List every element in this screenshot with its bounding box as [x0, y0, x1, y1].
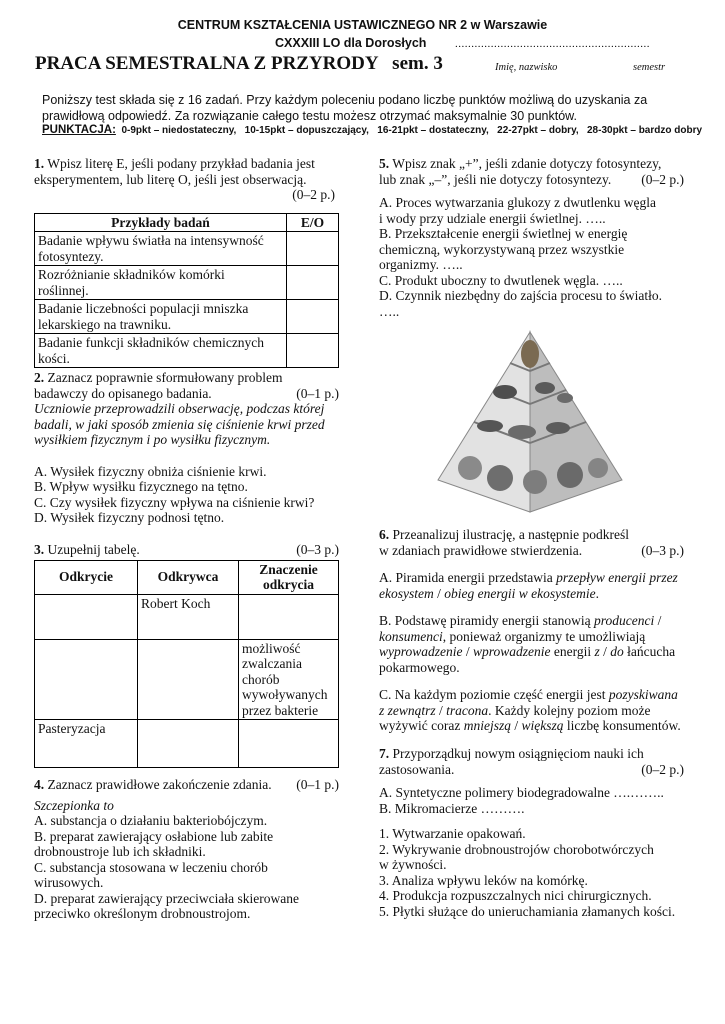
- question-5: [379, 156, 684, 319]
- q3-points: (0–3 p.): [296, 542, 339, 557]
- q1-answer-cell-1[interactable]: [287, 232, 339, 266]
- q3-col-discovery: Odkrycie: [35, 560, 138, 594]
- q6-a-choice-1[interactable]: przepływ energii przez: [556, 570, 678, 585]
- q5-number: 5.: [379, 156, 390, 171]
- q4-points: (0–1 p.): [296, 777, 339, 792]
- table-row: [35, 266, 339, 300]
- q3-cell-r1c3[interactable]: [239, 594, 339, 639]
- q2-option-b[interactable]: B. Wpływ wysiłku fizycznego na tętno.: [34, 479, 248, 494]
- q1-r3-l2: lekarskiego na trawniku.: [38, 316, 172, 332]
- q3-col-meaning-l2: odkrycia: [262, 577, 314, 592]
- q6-c-choice-1[interactable]: pozyskiwana: [608, 687, 678, 702]
- q6-number: 6.: [379, 527, 390, 542]
- q7-item-b[interactable]: B. Mikromacierze ……….: [379, 800, 525, 816]
- q5-line-2[interactable]: i wody przy udziale energii świetlnej. …..: [379, 210, 606, 226]
- q3-cell-r3c2[interactable]: [138, 720, 239, 768]
- q6-text-1: Przeanalizuj ilustrację, a następnie podkreśl: [392, 527, 630, 542]
- q4-option-a[interactable]: A. substancja o działaniu bakteriobójczym.: [34, 813, 268, 828]
- q3-cell-r2c2[interactable]: [138, 639, 239, 720]
- q4-option-c-cont: wirusowych.: [34, 875, 104, 890]
- q3-cell-r3c3[interactable]: [239, 720, 339, 768]
- q3-r2c3-l4: wywoływanych: [242, 687, 328, 702]
- question-2: [34, 370, 339, 526]
- q2-option-d[interactable]: D. Wysiłek fizyczny podnosi tętno.: [34, 510, 225, 525]
- q7-text-1: Przyporządkuj nowym osiągnięciom nauki ich: [392, 746, 644, 761]
- table-row: [35, 232, 339, 266]
- q6-c-text-3: wyżywić coraz: [379, 718, 464, 733]
- q5-line-6[interactable]: C. Produkt uboczny to dwutlenek węgla. …..: [379, 272, 623, 288]
- table-row: [35, 334, 339, 368]
- q7-text-2: zastosowania.: [379, 761, 455, 777]
- q1-r1-l1: Badanie wpływu światła na intensywność: [38, 233, 264, 248]
- q1-text-1: Wpisz literę E, jeśli podany przykład badania jest: [47, 156, 315, 171]
- q1-r4-l1: Badanie funkcji składników chemicznych: [38, 335, 265, 350]
- q6-b-text-2: , ponieważ organizmy te umożliwiają: [442, 628, 646, 644]
- q6-text-2: w zdaniach prawidłowe stwierdzenia.: [379, 542, 583, 558]
- q3-table: [34, 560, 339, 769]
- q2-number: 2.: [34, 370, 45, 385]
- q3-col-discoverer: Odkrywca: [138, 560, 239, 594]
- q5-line-3: B. Przekształcenie energii świetlnej w energię: [379, 226, 628, 241]
- q3-cell-r3c1: Pasteryzacja: [35, 720, 138, 768]
- table-row: [35, 639, 339, 720]
- q7-use-2-cont: w żywności.: [379, 857, 447, 872]
- q6-b-choice-3[interactable]: wyprowadzenie: [379, 644, 463, 659]
- q7-use-3: 3. Analiza wpływu leków na komórkę.: [379, 872, 588, 888]
- school-lo: CXXXIII LO dla Dorosłych: [275, 36, 427, 50]
- q6-c-text-1: C. Na każdym poziomie część energii jest: [379, 687, 609, 702]
- q2-option-c[interactable]: C. Czy wysiłek fizyczny wpływa na ciśnienie krwi?: [34, 494, 315, 510]
- q1-r3-l1: Badanie liczebności populacji mniszka: [38, 301, 249, 316]
- name-label: Imię, nazwisko: [495, 62, 558, 73]
- q3-cell-r2c3: [239, 639, 339, 720]
- q1-r2-l2: roślinnej.: [38, 282, 89, 298]
- page-title: PRACA SEMESTRALNA Z PRZYRODY sem. 3: [35, 53, 443, 74]
- energy-pyramid-illustration: [430, 330, 630, 515]
- q6-b-text-3: energii: [550, 644, 595, 659]
- q6-a-text: A. Piramida energii przedstawia: [379, 570, 557, 585]
- name-dots: ............................................................: [455, 38, 650, 50]
- q3-r2c3-l2: zwalczania: [242, 656, 302, 671]
- q2-text-2: badawczy do opisanego badania.: [34, 385, 212, 401]
- q6-c-choice-1-cont[interactable]: z zewnątrz: [379, 702, 436, 718]
- grading-label: PUNKTACJA:: [42, 124, 116, 136]
- q5-text-1: Wpisz znak „+”, jeśli zdanie dotyczy fotosyntezy,: [392, 156, 662, 171]
- table-row: [35, 594, 339, 639]
- q7-use-5: 5. Płytki służące do unieruchamiania złamanych kości.: [379, 903, 676, 919]
- q6-b-choice-4[interactable]: wprowadzenie: [473, 644, 551, 659]
- q5-line-8[interactable]: …..: [379, 303, 400, 319]
- q1-answer-cell-3[interactable]: [287, 300, 339, 334]
- q3-col-meaning-l1: Znaczenie: [259, 561, 318, 577]
- q3-cell-r2c1[interactable]: [35, 639, 138, 720]
- q3-number: 3.: [34, 542, 45, 557]
- question-7: [379, 746, 684, 919]
- q7-points: (0–2 p.): [641, 761, 684, 777]
- grading-scale: [42, 124, 702, 136]
- q2-option-a[interactable]: A. Wysiłek fizyczny obniża ciśnienie krwi.: [34, 463, 267, 479]
- q6-c-text-2: . Każdy kolejny poziom może: [488, 702, 651, 718]
- q3-r2c3-l5: przez bakterie: [242, 702, 319, 718]
- q1-text-2: eksperymentem, lub literę O, jeśli jest obserwacją.: [34, 171, 307, 187]
- q2-desc-1: Uczniowie przeprowadzili obserwację, podczas której: [34, 401, 325, 416]
- question-3: [34, 542, 339, 768]
- q6-b-text-5: pokarmowego.: [379, 659, 460, 675]
- q6-a-choice-2[interactable]: obieg energii w ekosystemie: [444, 585, 596, 601]
- q4-option-b-cont: drobnoustroje lub ich składniki.: [34, 844, 206, 859]
- q5-line-7: D. Czynnik niezbędny do zajścia procesu to światło.: [379, 288, 663, 303]
- q6-c-choice-4[interactable]: większą: [521, 718, 564, 733]
- question-4: [34, 777, 339, 922]
- q3-text: Uzupełnij tabelę.: [47, 542, 140, 557]
- q4-number: 4.: [34, 777, 45, 792]
- q5-line-5[interactable]: organizmy. …..: [379, 257, 463, 272]
- q1-points: (0–2 p.): [292, 187, 335, 202]
- q6-b-choice-5[interactable]: z: [594, 644, 600, 659]
- q4-option-d[interactable]: D. preparat zawierający przeciwciała skierowane: [34, 890, 299, 906]
- q1-table: [34, 213, 339, 369]
- q3-r2c3-l1: możliwość: [242, 640, 301, 656]
- q1-number: 1.: [34, 156, 45, 171]
- q3-cell-r1c2: Robert Koch: [138, 594, 239, 639]
- q6-a-choice-1-cont[interactable]: ekosystem: [379, 585, 434, 601]
- q2-desc-3: wysiłkiem fizycznym i po wysiłku fizycznym.: [34, 432, 271, 447]
- q1-r2-l1: Rozróżnianie składników komórki: [38, 267, 225, 282]
- q4-stem: Szczepionka to: [34, 797, 114, 813]
- q7-use-2: 2. Wykrywanie drobnoustrojów chorobotwórczych: [379, 841, 654, 857]
- q3-r2c3-l3: chorób: [242, 671, 280, 687]
- q1-answer-cell-2[interactable]: [287, 266, 339, 300]
- q3-cell-r1c1[interactable]: [35, 594, 138, 639]
- q5-line-4: chemiczną, wykorzystywaną przez wszystkie: [379, 241, 625, 257]
- school-name: CENTRUM KSZTAŁCENIA USTAWICZNEGO NR 2 w Warszawie: [177, 18, 548, 32]
- q7-use-4: 4. Produkcja rozpuszczalnych nici chirurgicznych.: [379, 888, 652, 903]
- q6-a-sep: /: [433, 585, 445, 601]
- q4-option-d-cont: przeciwko określonym drobnoustrojom.: [34, 906, 251, 921]
- q6-c-text-4: liczbę konsumentów.: [563, 718, 681, 733]
- q4-text: Zaznacz prawidłowe zakończenie zdania.: [47, 777, 272, 792]
- q6-points: (0–3 p.): [641, 542, 684, 558]
- q7-number: 7.: [379, 746, 390, 761]
- q4-option-b[interactable]: B. preparat zawierający osłabione lub zabite: [34, 828, 274, 844]
- q6-c-choice-2[interactable]: tracona: [446, 702, 489, 718]
- q6-b-choice-1[interactable]: producenci: [593, 613, 655, 628]
- q6-b-choice-6[interactable]: do: [610, 644, 624, 659]
- q2-desc-2: badali, w jaki sposób zmienia się ciśnienie krwi przed: [34, 416, 325, 432]
- q1-answer-cell-4[interactable]: [287, 334, 339, 368]
- q1-col-examples: Przykłady badań: [35, 213, 287, 232]
- q6-b-text-1: B. Podstawę piramidy energii stanowią: [379, 613, 594, 628]
- intro-line-2: prawidłową odpowiedź. Za rozwiązanie całego testu możesz otrzymać maksymalnie 30 punktów.: [42, 109, 577, 123]
- q1-r1-l2: fotosyntezy.: [38, 248, 104, 264]
- q4-option-c[interactable]: C. substancja stosowana w leczeniu chorób: [34, 859, 268, 875]
- question-6: 6. Przeanalizuj ilustrację, a następnie podkreśl w zdaniach prawidłowe stwierdzenia. (0–3 p.) A. Piramida energii przedstawia przepływ energii przez ekosystem / obieg energii w ekosystemie. B. Podstawę piramidy energii stanowią producenci / konsumenci, ponieważ organizmy te umożliwiają wyprowadzenie / wprowadzenie energii z / do łańcucha pokarmowego. C. Na każdym poziomie część energii jest pozyskiwana z zewnątrz / tracona. Każdy kolejny poziom może wyżywić coraz mniejszą / większą liczbę konsumentów.: [379, 527, 684, 733]
- table-row: [35, 720, 339, 768]
- table-row: [35, 300, 339, 334]
- q6-b-sep-1: /: [654, 613, 662, 628]
- intro-line-1: Poniższy test składa się z 16 zadań. Przy każdym poleceniu podano liczbę punktów możliwą do uzyskania za: [42, 93, 648, 107]
- q5-line-1: A. Proces wytwarzania glukozy z dwutlenku węgla: [379, 195, 657, 210]
- q6-c-choice-3[interactable]: mniejszą: [463, 718, 511, 733]
- q2-points: (0–1 p.): [296, 385, 339, 401]
- question-1: [34, 156, 339, 368]
- semester-label: semestr: [633, 62, 666, 73]
- q2-text-1: Zaznacz poprawnie sformułowany problem: [47, 370, 283, 385]
- grading-text: 0-9pkt – niedostateczny, 10-15pkt – dopuszczający, 16-21pkt – dostateczny, 22-27pkt – dobry, 28-30pkt – bardzo dobry: [115, 125, 703, 136]
- q3-col-meaning: [239, 560, 339, 594]
- q6-b-choice-2[interactable]: konsumenci: [379, 628, 443, 644]
- q1-col-eo: E/O: [287, 213, 339, 232]
- q1-r4-l2: kości.: [38, 350, 70, 366]
- q5-text-2: lub znak „–”, jeśli nie dotyczy fotosyntezy.: [379, 171, 612, 187]
- q6-b-text-4: łańcucha: [623, 644, 676, 659]
- intro: [42, 92, 692, 124]
- q7-item-a[interactable]: A. Syntetyczne polimery biodegradowalne ….……..: [379, 785, 664, 800]
- q7-use-1: 1. Wytwarzanie opakowań.: [379, 826, 526, 841]
- q6-a-end: .: [595, 585, 599, 601]
- q5-points: (0–2 p.): [641, 171, 684, 187]
